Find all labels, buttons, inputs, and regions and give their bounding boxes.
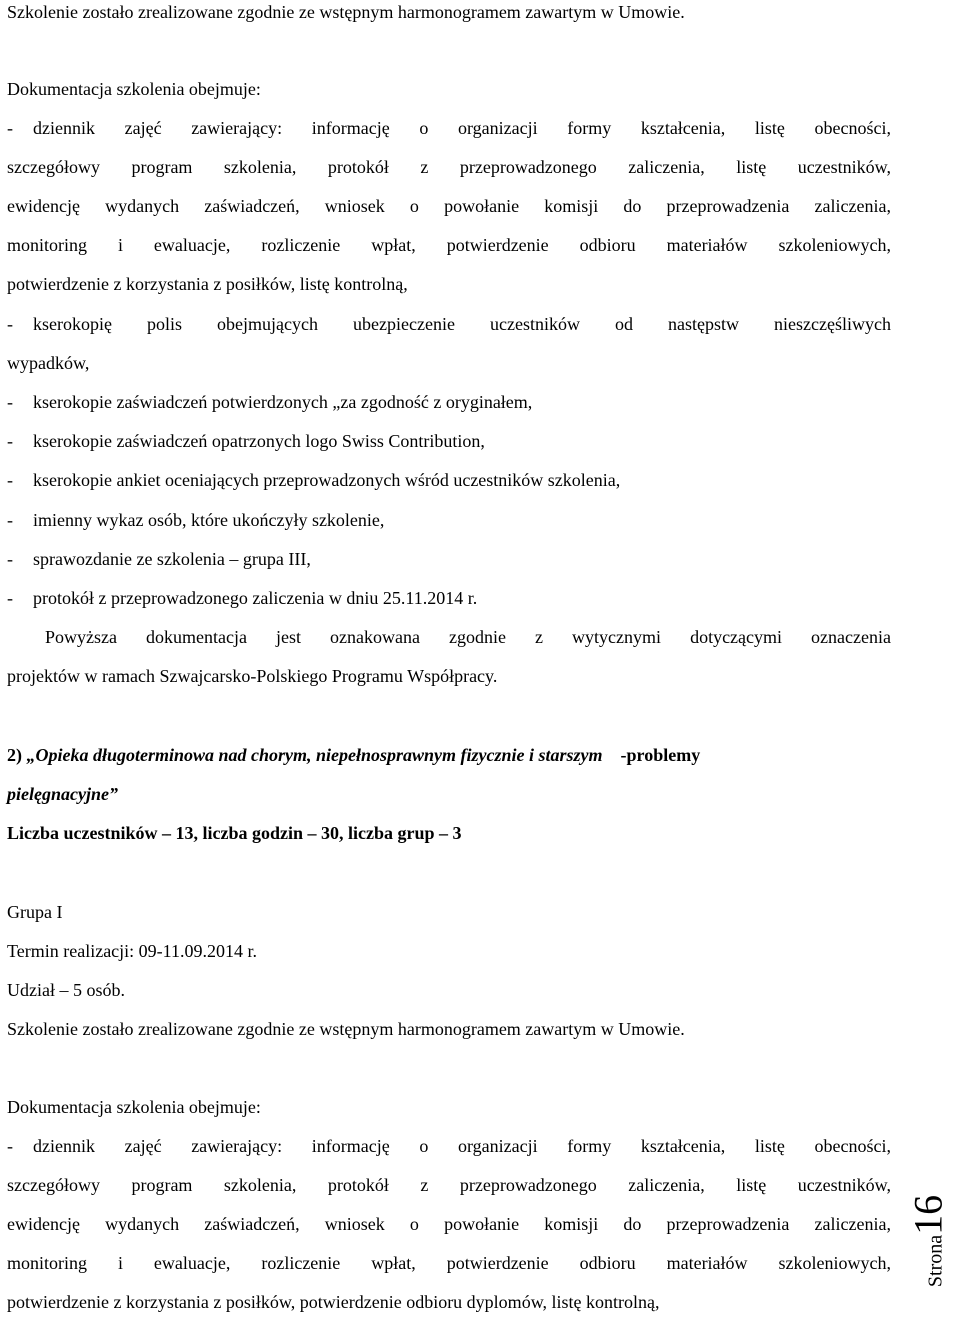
page-footer xyxy=(898,1166,958,1316)
list-item-continuation: monitoring i ewaluacje, rozliczenie wpłat, potwierdzenie odbioru materiałów szkoleniowych, xyxy=(7,235,891,255)
list-item-continuation: szczegółowy program szkolenia, protokół z przeprowadzonego zaliczenia, listę uczestników, xyxy=(7,1175,891,1195)
list-dash: - xyxy=(7,588,13,608)
list-item: - kserokopie zaświadczeń opatrzonych logo Swiss Contribution, xyxy=(7,431,485,451)
intro-paragraph: Szkolenie zostało zrealizowane zgodnie ze wstępnym harmonogramem zawartym w Umowie. xyxy=(7,2,685,22)
list-dash: - xyxy=(7,1136,13,1156)
list-item-continuation: ewidencję wydanych zaświadczeń, wniosek o powołanie komisji do przeprowadzenia zaliczenia, xyxy=(7,196,891,216)
course-title: „Opieka długoterminowa nad chorym, niepełnosprawnym fizycznie i starszym xyxy=(26,745,603,765)
list-item: - dziennik zajęć zawierający: informację o organizacji formy kształcenia, listę obecności, xyxy=(7,118,891,138)
list-dash: - xyxy=(7,549,13,569)
list-item-continuation: ewidencję wydanych zaświadczeń, wniosek o powołanie komisji do przeprowadzenia zaliczenia, xyxy=(7,1214,891,1234)
list-item-continuation: monitoring i ewaluacje, rozliczenie wpłat, potwierdzenie odbioru materiałów szkoleniowych, xyxy=(7,1253,891,1273)
list-item-continuation: potwierdzenie z korzystania z posiłków, listę kontrolną, xyxy=(7,274,408,294)
group-documentation-heading: Dokumentacja szkolenia obejmuje: xyxy=(7,1097,261,1117)
list-item-continuation: wypadków, xyxy=(7,353,90,373)
list-dash: - xyxy=(7,470,13,490)
list-item: - kserokopie ankiet oceniających przeprowadzonych wśród uczestników szkolenia, xyxy=(7,470,621,490)
list-item: - kserokopię polis obejmujących ubezpieczenie uczestników od następstw nieszczęśliwych xyxy=(7,314,891,334)
list-item: - dziennik zajęć zawierający: informację o organizacji formy kształcenia, listę obecności, xyxy=(7,1136,891,1156)
list-item: - kserokopie zaświadczeń potwierdzonych „za zgodność z oryginałem, xyxy=(7,392,533,412)
list-item: - sprawozdanie ze szkolenia – grupa III, xyxy=(7,549,311,569)
group-intro-paragraph: Szkolenie zostało zrealizowane zgodnie ze wstępnym harmonogramem zawartym w Umowie. xyxy=(7,1019,685,1039)
course-title-suffix: -problemy xyxy=(620,745,701,765)
course-stats: Liczba uczestników – 13, liczba godzin – 30, liczba grup – 3 xyxy=(7,823,462,843)
compliance-paragraph-continuation: projektów w ramach Szwajcarsko-Polskiego Programu Współpracy. xyxy=(7,666,498,686)
list-item: - imienny wykaz osób, które ukończyły szkolenie, xyxy=(7,510,385,530)
list-dash: - xyxy=(7,392,13,412)
list-item: - protokół z przeprowadzonego zaliczenia w dniu 25.11.2014 r. xyxy=(7,588,478,608)
group-term: Termin realizacji: 09-11.09.2014 r. xyxy=(7,941,257,961)
group-name: Grupa I xyxy=(7,902,63,922)
course-title-continuation: pielęgnacyjne” xyxy=(7,784,118,804)
compliance-paragraph: Powyższa dokumentacja jest oznakowana zgodnie z wytycznymi dotyczącymi oznaczenia xyxy=(45,627,891,647)
list-dash: - xyxy=(7,314,13,334)
list-dash: - xyxy=(7,431,13,451)
list-dash: - xyxy=(7,118,13,138)
list-item-continuation: potwierdzenie z korzystania z posiłków, potwierdzenie odbioru dyplomów, listę kontrolną, xyxy=(7,1292,660,1312)
list-item-continuation: szczegółowy program szkolenia, protokół z przeprowadzonego zaliczenia, listę uczestników, xyxy=(7,157,891,177)
page-label: Strona xyxy=(924,1234,947,1288)
group-participants: Udział – 5 osób. xyxy=(7,980,125,1000)
documentation-heading: Dokumentacja szkolenia obejmuje: xyxy=(7,79,261,99)
list-dash: - xyxy=(7,510,13,530)
section-heading: 2) „Opieka długoterminowa nad chorym, niepełnosprawnym fizycznie i starszym -problemy xyxy=(7,745,701,765)
page-number: 16 xyxy=(905,1194,951,1235)
